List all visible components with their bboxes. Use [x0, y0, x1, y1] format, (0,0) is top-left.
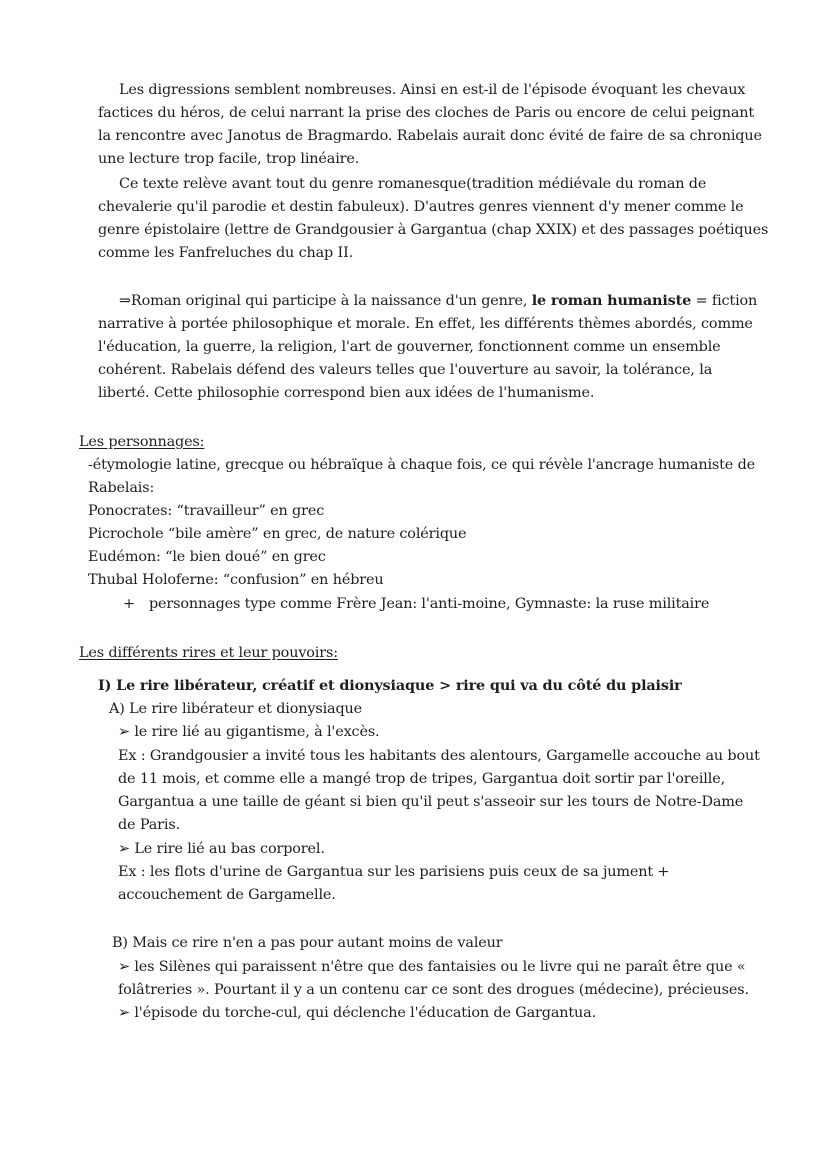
- part-1-title: I) Le rire libérateur, créatif et dionysiaque > rire qui va du côté du plaisir: [98, 677, 682, 694]
- paragraph-3-line: cohérent. Rabelais défend des valeurs telles que l'ouverture au savoir, la tolérance, la: [98, 362, 713, 378]
- paragraph-3-start: ⇒Roman original qui participe à la naissance d'un genre,: [119, 293, 532, 309]
- section-b-line: ➢ l'épisode du torche-cul, qui déclenche l'éducation de Gargantua.: [118, 1005, 596, 1021]
- plus-bullet-icon: +: [123, 596, 135, 612]
- characters-line: -étymologie latine, grecque ou hébraïque à chaque fois, ce qui révèle l'ancrage humaniste de: [88, 457, 755, 473]
- character-types-bullet: personnages type comme Frère Jean: l'anti-moine, Gymnaste: la ruse militaire: [149, 596, 710, 612]
- paragraph-3-line: liberté. Cette philosophie correspond bien aux idées de l'humanisme.: [98, 385, 595, 401]
- section-b-title: B) Mais ce rire n'en a pas pour autant moins de valeur: [112, 935, 503, 951]
- laughter-heading: Les différents rires et leur pouvoirs:: [79, 645, 338, 661]
- paragraph-3-first-line: [119, 291, 757, 311]
- paragraph-2-line: Ce texte relève avant tout du genre romanesque(tradition médiévale du roman de: [119, 176, 707, 192]
- section-a-line: accouchement de Gargamelle.: [118, 887, 336, 903]
- section-a-title: A) Le rire libérateur et dionysiaque: [109, 701, 363, 717]
- section-a-line: de Paris.: [118, 817, 181, 833]
- paragraph-3-end: = fiction: [691, 293, 758, 309]
- section-a-line: de 11 mois, et comme elle a mangé trop de tripes, Gargantua doit sortir par l'oreille,: [118, 771, 726, 787]
- paragraph-1-line: Les digressions semblent nombreuses. Ainsi en est-il de l'épisode évoquant les chevaux: [119, 82, 746, 98]
- section-a-line: ➢ le rire lié au gigantisme, à l'excès.: [118, 724, 380, 740]
- characters-line: Picrochole “bile amère” en grec, de nature colérique: [88, 526, 467, 542]
- characters-heading: Les personnages:: [79, 434, 205, 450]
- section-a-line: Ex : Grandgousier a invité tous les habitants des alentours, Gargamelle accouche au bout: [118, 748, 760, 764]
- paragraph-1-line: la rencontre avec Janotus de Bragmardo. Rabelais aurait donc évité de faire de sa chronique: [98, 128, 762, 144]
- paragraph-2-line: genre épistolaire (lettre de Grandgousier à Gargantua (chap XXIX) et des passages poétiques: [98, 222, 769, 238]
- section-a-line: ➢ Le rire lié au bas corporel.: [118, 841, 325, 857]
- section-b-line: folâtreries ». Pourtant il y a un contenu car ce sont des drogues (médecine), précieuses.: [118, 982, 749, 998]
- paragraph-2-line: comme les Fanfreluches du chap II.: [98, 245, 354, 261]
- characters-line: Eudémon: “le bien doué” en grec: [88, 549, 326, 565]
- paragraph-2-line: chevalerie qu'il parodie et destin fabuleux). D'autres genres viennent d'y mener comme le: [98, 199, 744, 215]
- characters-line: Ponocrates: “travailleur” en grec: [88, 503, 325, 519]
- roman-humaniste-term: le roman humaniste: [531, 292, 692, 309]
- paragraph-3-line: l'éducation, la guerre, la religion, l'art de gouverner, fonctionnent comme un ensemble: [98, 339, 721, 355]
- characters-line: Rabelais:: [88, 480, 155, 496]
- section-b-line: ➢ les Silènes qui paraissent n'être que des fantaisies ou le livre qui ne paraît être que «: [118, 959, 746, 975]
- paragraph-3-line: narrative à portée philosophique et morale. En effet, les différents thèmes abordés, comme: [98, 316, 753, 332]
- section-a-line: Gargantua a une taille de géant si bien qu'il peut s'asseoir sur les tours de Notre-Dame: [118, 794, 744, 810]
- paragraph-1-line: une lecture trop facile, trop linéaire.: [98, 151, 360, 167]
- paragraph-1-line: factices du héros, de celui narrant la prise des cloches de Paris ou encore de celui peignant: [98, 105, 755, 121]
- section-a-line: Ex : les flots d'urine de Gargantua sur les parisiens puis ceux de sa jument +: [118, 864, 670, 880]
- characters-line: Thubal Holoferne: “confusion” en hébreu: [88, 572, 384, 588]
